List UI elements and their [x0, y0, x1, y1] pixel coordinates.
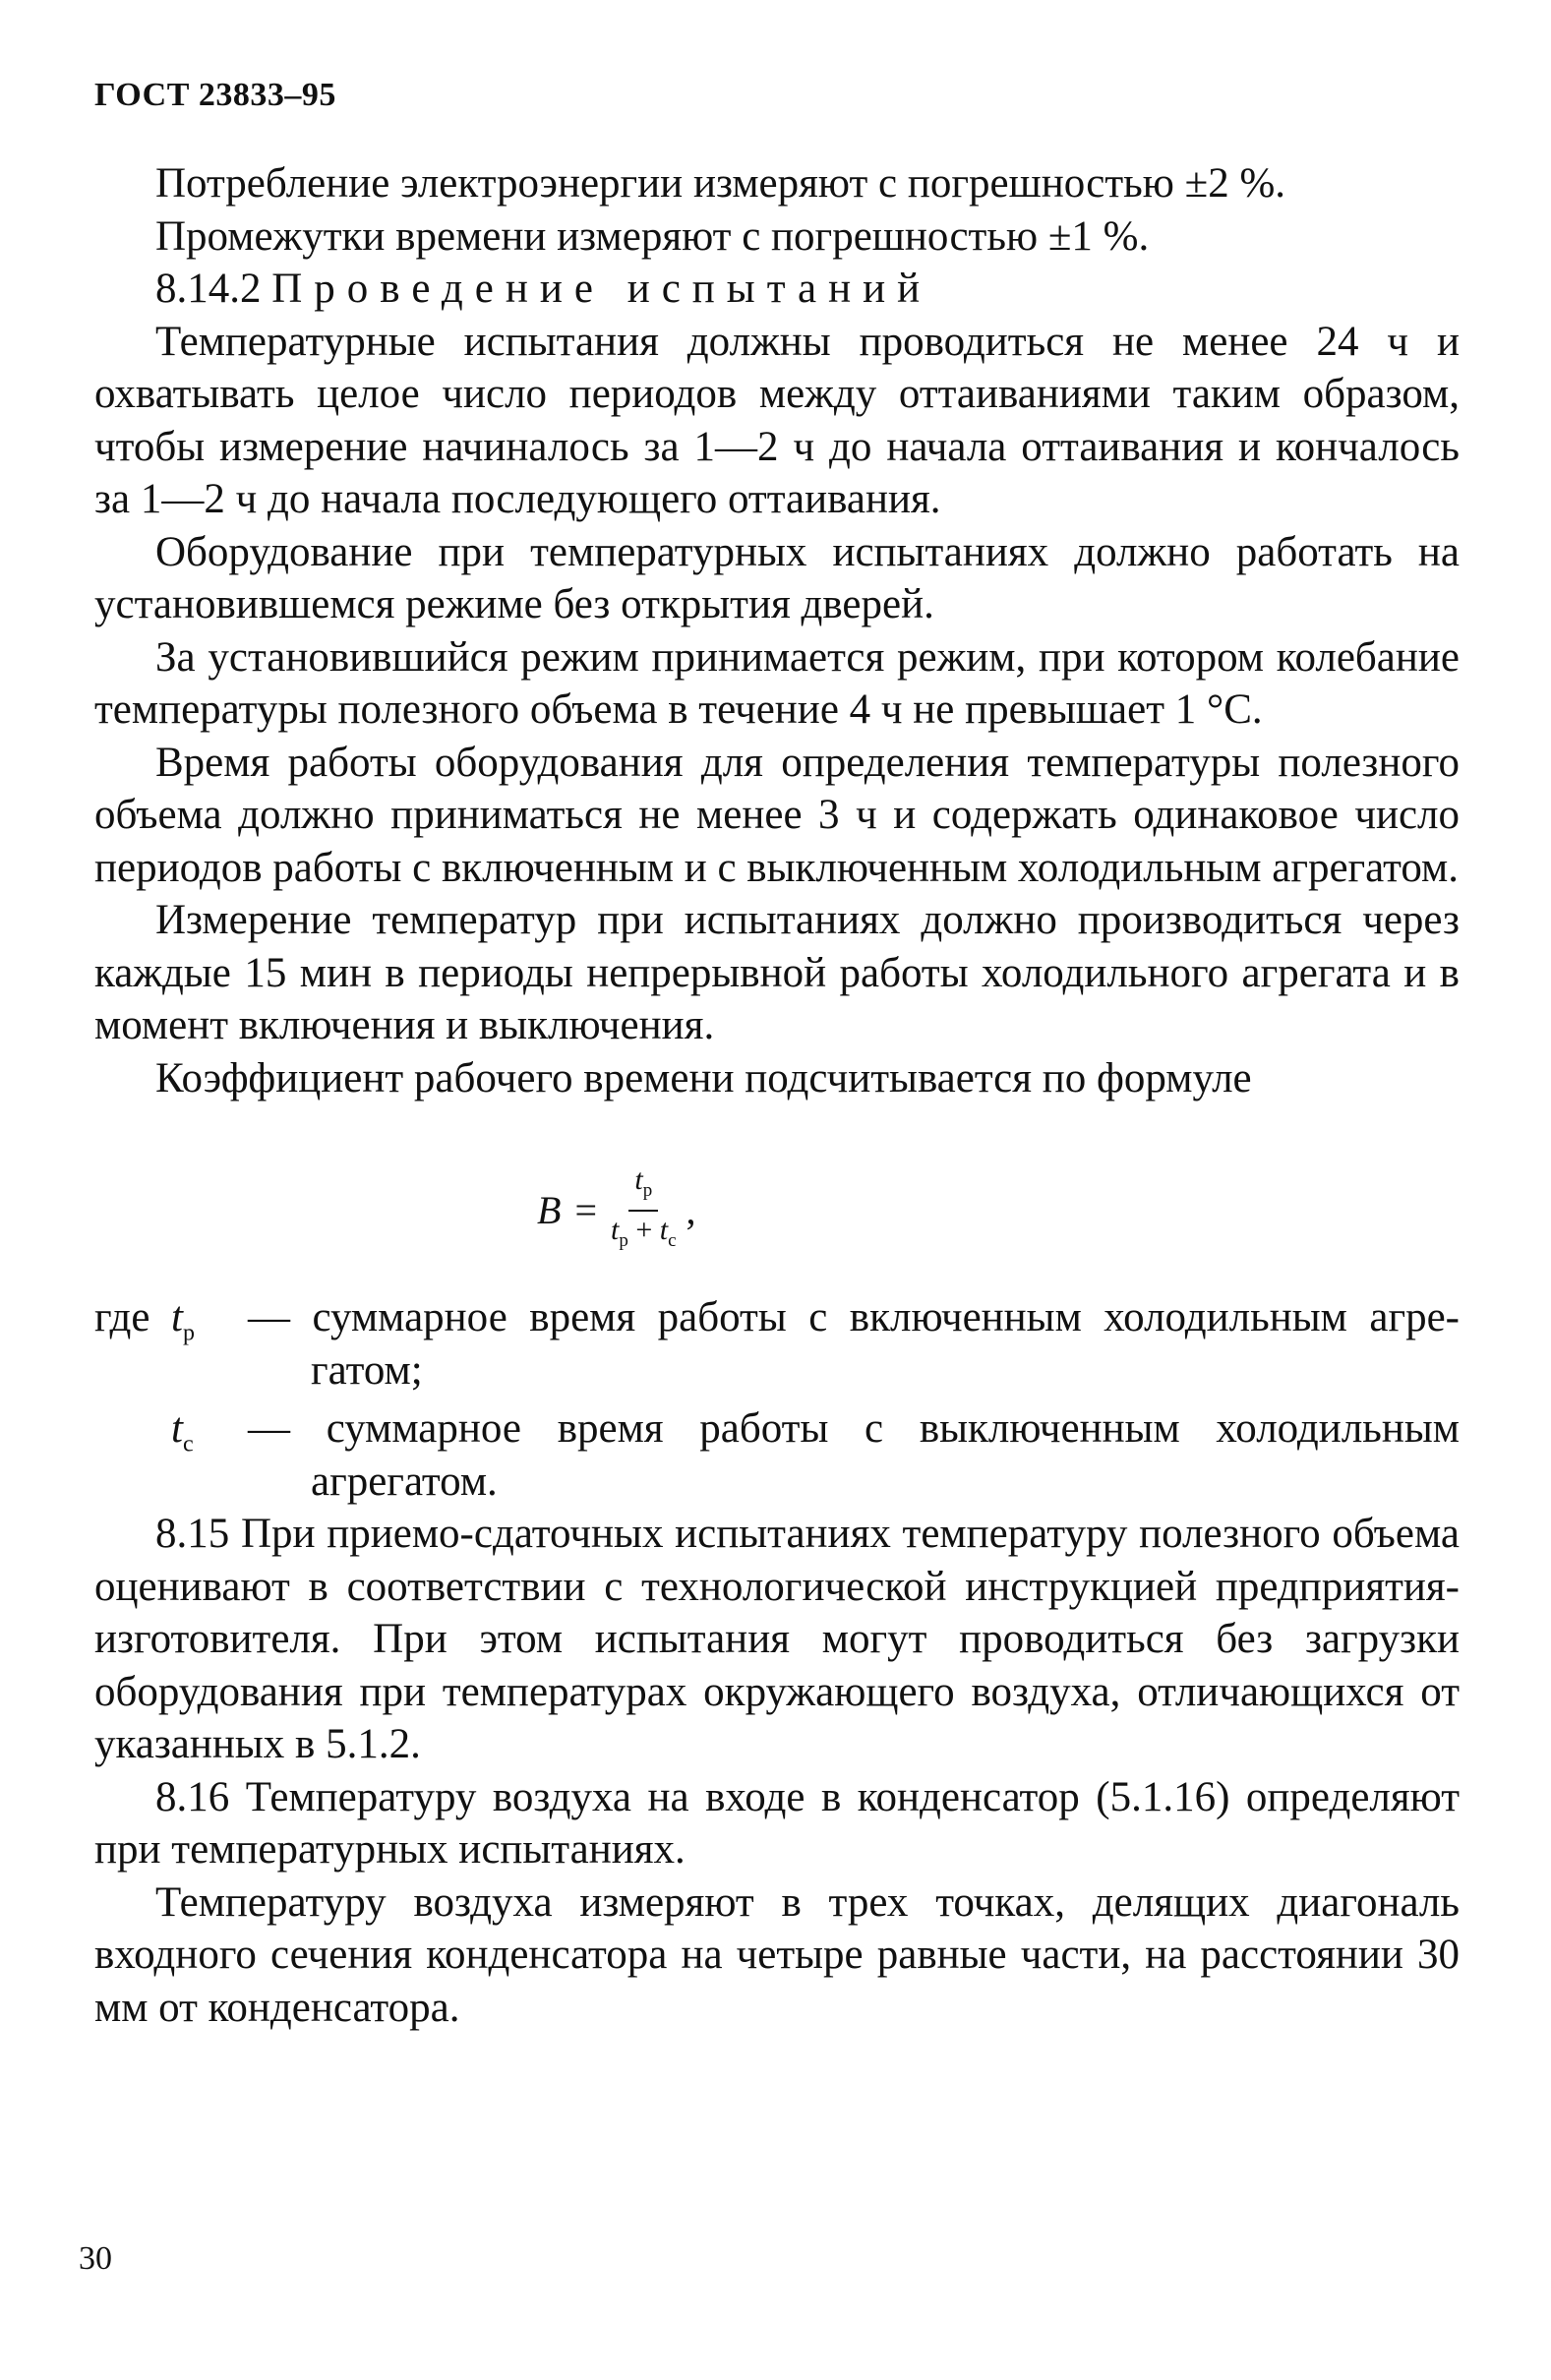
- section-title: Проведение испытаний: [271, 266, 932, 312]
- document-header: ГОСТ 23833–95: [94, 77, 336, 113]
- paragraph-time-measurement: Промежутки времени измеряют с погрешностью ±1 %.: [155, 212, 1150, 260]
- page-number: 30: [79, 2240, 112, 2277]
- paragraph-air-temperature: Температуру воздуха измеряют в трех точках, делящих диагональ входного сечения конденсатора на четыре равные части, на расстоянии 30 мм от конденсатора.: [94, 1878, 1460, 2031]
- paragraph-steady-mode: Оборудование при температурных испытаниях должно работать на установившемся режиме без открытия дверей.: [94, 528, 1460, 627]
- where-item-tc: [94, 1402, 1460, 1508]
- where-desc-tp-line2: гатом;: [311, 1346, 423, 1394]
- where-symbol-tc: $t_с$: [171, 1405, 194, 1458]
- formula-numerator: $t_р$: [628, 1163, 658, 1212]
- formula-comma: ,: [686, 1188, 696, 1233]
- paragraph-8-16: 8.16 Температуру воздуха на входе в конденсатор (5.1.16) определяют при температурных испытаниях.: [94, 1773, 1460, 1873]
- paragraph-operating-time: Время работы оборудования для определения температуры полезного объема должно приниматься не менее 3 ч и содержать одинаковое число периодов работы с включенным и с выключенным холодильным агрегатом.: [94, 739, 1460, 891]
- paragraph-measurement-interval: Измерение температур при испытаниях должно производиться через каждые 15 мин в периоды непрерывной работы холодильного агрегата и в момент включения и выключения.: [94, 897, 1460, 1048]
- where-item-tp: [94, 1291, 1460, 1397]
- formula-lhs: B: [537, 1188, 562, 1233]
- paragraph-test-duration: Температурные испытания должны проводиться не менее 24 ч и охватывать целое число периодов между оттаиваниями таким образом, чтобы измерение начиналось за 1—2 ч до начала оттаивания и кончалось за 1—2 ч до начала последующего оттаивания.: [94, 318, 1460, 522]
- where-symbol-tp: $t_р$: [171, 1294, 195, 1346]
- where-label: где: [94, 1294, 150, 1340]
- paragraph-steady-definition: За установившийся режим принимается режим, при котором колебание температуры полезного объема в течение 4 ч не превышает 1 °С.: [94, 633, 1460, 733]
- where-desc-tc-line2: агрегатом.: [311, 1458, 498, 1505]
- formula-equals: =: [574, 1188, 597, 1233]
- formula-fraction: [611, 1163, 677, 1258]
- working-time-formula: [537, 1163, 696, 1258]
- section-heading-8-14-2: [94, 263, 1460, 316]
- paragraph-8-15: 8.15 При приемо-сдаточных испытаниях температуру полезного объема оценивают в соответствии с технологической инструкцией предприятия-изготовителя. При этом испытания могут проводиться без загрузки оборудования при температурах окружающего воздуха, отличающихся от указанных в 5.1.2.: [94, 1511, 1460, 1767]
- section-number: 8.14.2: [155, 266, 262, 312]
- document-body: [94, 157, 1460, 2034]
- where-desc-tc-line1: — суммарное время работы с выключенным холодильным: [248, 1405, 1460, 1452]
- where-desc-tp-line1: — суммарное время работы с включенным холодильным агре-: [248, 1294, 1460, 1340]
- formula-denominator: $t_р + t_с$: [611, 1214, 677, 1251]
- paragraph-coefficient-intro: Коэффициент рабочего времени подсчитывается по формуле: [155, 1054, 1252, 1101]
- paragraph-power-measurement: Потребление электроэнергии измеряют с погрешностью ±2 %.: [155, 160, 1286, 207]
- formula-block: [94, 1104, 1460, 1291]
